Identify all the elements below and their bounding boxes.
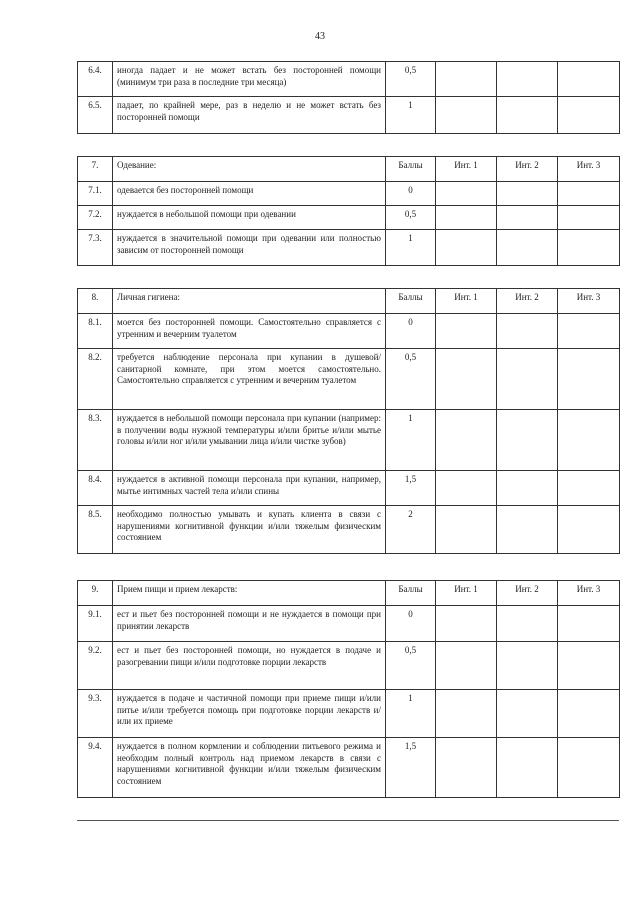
section-number: 8. [78, 289, 113, 314]
item-score: 1 [386, 97, 436, 134]
int3-cell[interactable] [558, 410, 620, 471]
item-number: 7.3. [78, 230, 113, 266]
int1-header: Инт. 1 [436, 157, 497, 182]
table-row [78, 738, 620, 798]
item-number: 8.5. [78, 506, 113, 554]
int3-cell[interactable] [558, 642, 620, 690]
item-score: 0,5 [386, 642, 436, 690]
item-score: 0 [386, 314, 436, 349]
score-header: Баллы [386, 581, 436, 606]
int1-cell[interactable] [436, 314, 497, 349]
item-description: необходимо полностью умывать и купать клиента в связи с нарушениями когнитивной функции и/или тяжелым физическим состоянием [113, 506, 386, 554]
table-row [78, 314, 620, 349]
section-title: Прием пищи и прием лекарств: [113, 581, 386, 606]
score-header: Баллы [386, 157, 436, 182]
int3-cell[interactable] [558, 606, 620, 642]
item-score: 0 [386, 182, 436, 206]
item-score: 0 [386, 606, 436, 642]
item-description: иногда падает и не может встать без посторонней помощи (минимум три раза в последние три месяца) [113, 62, 386, 97]
section-title: Личная гигиена: [113, 289, 386, 314]
item-number: 7.1. [78, 182, 113, 206]
table-row [78, 206, 620, 230]
assessment-table-section-9 [77, 580, 620, 798]
item-description: нуждается в подаче и частичной помощи при приеме пищи и/или питье и/или требуется помощь при подготовке порции лекарств и/или их приеме [113, 690, 386, 738]
item-description: нуждается в небольшой помощи персонала при купании (например: в получении воды нужной температуры и/или бритье и/или мытье головы и/или ног и/или умывании лица и/или чистке зубов) [113, 410, 386, 471]
item-score: 1 [386, 230, 436, 266]
assessment-table-section-7 [77, 156, 620, 266]
int2-cell[interactable] [497, 230, 558, 266]
int3-header: Инт. 3 [558, 581, 620, 606]
item-score: 1,5 [386, 738, 436, 798]
section-title: Одевание: [113, 157, 386, 182]
item-description: нуждается в значительной помощи при одевании или полностью зависим от посторонней помощи [113, 230, 386, 266]
int3-cell[interactable] [558, 314, 620, 349]
int3-cell[interactable] [558, 506, 620, 554]
int3-cell[interactable] [558, 690, 620, 738]
int2-cell[interactable] [497, 506, 558, 554]
int2-cell[interactable] [497, 690, 558, 738]
int2-cell[interactable] [497, 206, 558, 230]
item-score: 1 [386, 690, 436, 738]
item-number: 9.2. [78, 642, 113, 690]
int1-cell[interactable] [436, 606, 497, 642]
table-row [78, 97, 620, 134]
int2-header: Инт. 2 [497, 581, 558, 606]
int2-cell[interactable] [497, 738, 558, 798]
int2-cell[interactable] [497, 314, 558, 349]
int3-cell[interactable] [558, 349, 620, 410]
item-score: 0,5 [386, 206, 436, 230]
item-score: 1 [386, 410, 436, 471]
item-description: нуждается в небольшой помощи при одевании [113, 206, 386, 230]
item-number: 8.4. [78, 471, 113, 506]
int2-cell[interactable] [497, 349, 558, 410]
int2-cell[interactable] [497, 97, 558, 134]
assessment-table-section-8 [77, 288, 620, 554]
int1-cell[interactable] [436, 182, 497, 206]
table-row [78, 471, 620, 506]
table-row [78, 606, 620, 642]
int1-cell[interactable] [436, 97, 497, 134]
table-header-row [78, 157, 620, 182]
int1-cell[interactable] [436, 471, 497, 506]
table-row [78, 182, 620, 206]
page-number: 43 [315, 31, 325, 42]
int3-cell[interactable] [558, 230, 620, 266]
int3-cell[interactable] [558, 206, 620, 230]
table-header-row [78, 289, 620, 314]
item-description: ест и пьет без посторонней помощи, но нуждается в подаче и разогревании пищи и/или подготовке порции лекарств [113, 642, 386, 690]
int2-cell[interactable] [497, 642, 558, 690]
int3-cell[interactable] [558, 62, 620, 97]
item-number: 9.1. [78, 606, 113, 642]
int2-cell[interactable] [497, 62, 558, 97]
int1-header: Инт. 1 [436, 289, 497, 314]
item-number: 8.3. [78, 410, 113, 471]
table-row [78, 410, 620, 471]
item-number: 6.5. [78, 97, 113, 134]
item-number: 6.4. [78, 62, 113, 97]
int2-header: Инт. 2 [497, 157, 558, 182]
item-number: 8.1. [78, 314, 113, 349]
int3-cell[interactable] [558, 471, 620, 506]
int1-cell[interactable] [436, 62, 497, 97]
int1-header: Инт. 1 [436, 581, 497, 606]
item-description: одевается без посторонней помощи [113, 182, 386, 206]
int2-header: Инт. 2 [497, 289, 558, 314]
int1-cell[interactable] [436, 349, 497, 410]
section-number: 7. [78, 157, 113, 182]
item-description: требуется наблюдение персонала при купании в душевой/санитарной комнате, при этом моется самостоятельно. Самостоятельно справляется с утренним и вечерним туалетом [113, 349, 386, 410]
assessment-table-section-6 [77, 61, 620, 134]
item-description: ест и пьет без посторонней помощи и не нуждается в помощи при принятии лекарств [113, 606, 386, 642]
table-header-row [78, 581, 620, 606]
table-row [78, 642, 620, 690]
int3-cell[interactable] [558, 97, 620, 134]
int1-cell[interactable] [436, 642, 497, 690]
table-row [78, 690, 620, 738]
score-header: Баллы [386, 289, 436, 314]
item-description: моется без посторонней помощи. Самостоятельно справляется с утренним и вечерним туалетом [113, 314, 386, 349]
item-score: 2 [386, 506, 436, 554]
int2-cell[interactable] [497, 606, 558, 642]
table-row [78, 62, 620, 97]
int3-cell[interactable] [558, 738, 620, 798]
table-row [78, 506, 620, 554]
table-row [78, 230, 620, 266]
int1-cell[interactable] [436, 690, 497, 738]
item-number: 8.2. [78, 349, 113, 410]
item-number: 9.3. [78, 690, 113, 738]
int3-header: Инт. 3 [558, 289, 620, 314]
item-score: 0,5 [386, 349, 436, 410]
int1-cell[interactable] [436, 738, 497, 798]
table-row [78, 349, 620, 410]
bottom-divider [77, 820, 619, 821]
item-description: нуждается в активной помощи персонала при купании, например, мытье интимных частей тела и/или спины [113, 471, 386, 506]
item-number: 7.2. [78, 206, 113, 230]
item-number: 9.4. [78, 738, 113, 798]
section-number: 9. [78, 581, 113, 606]
item-description: нуждается в полном кормлении и соблюдении питьевого режима и необходим полный контроль над приемом лекарств в связи с нарушениями когнитивной функции и/или тяжелым физическим состоянием [113, 738, 386, 798]
int3-cell[interactable] [558, 182, 620, 206]
int2-cell[interactable] [497, 182, 558, 206]
int1-cell[interactable] [436, 230, 497, 266]
item-description: падает, по крайней мере, раз в неделю и не может встать без посторонней помощи [113, 97, 386, 134]
int3-header: Инт. 3 [558, 157, 620, 182]
int1-cell[interactable] [436, 410, 497, 471]
int1-cell[interactable] [436, 206, 497, 230]
int1-cell[interactable] [436, 506, 497, 554]
int2-cell[interactable] [497, 410, 558, 471]
int2-cell[interactable] [497, 471, 558, 506]
item-score: 0,5 [386, 62, 436, 97]
item-score: 1,5 [386, 471, 436, 506]
